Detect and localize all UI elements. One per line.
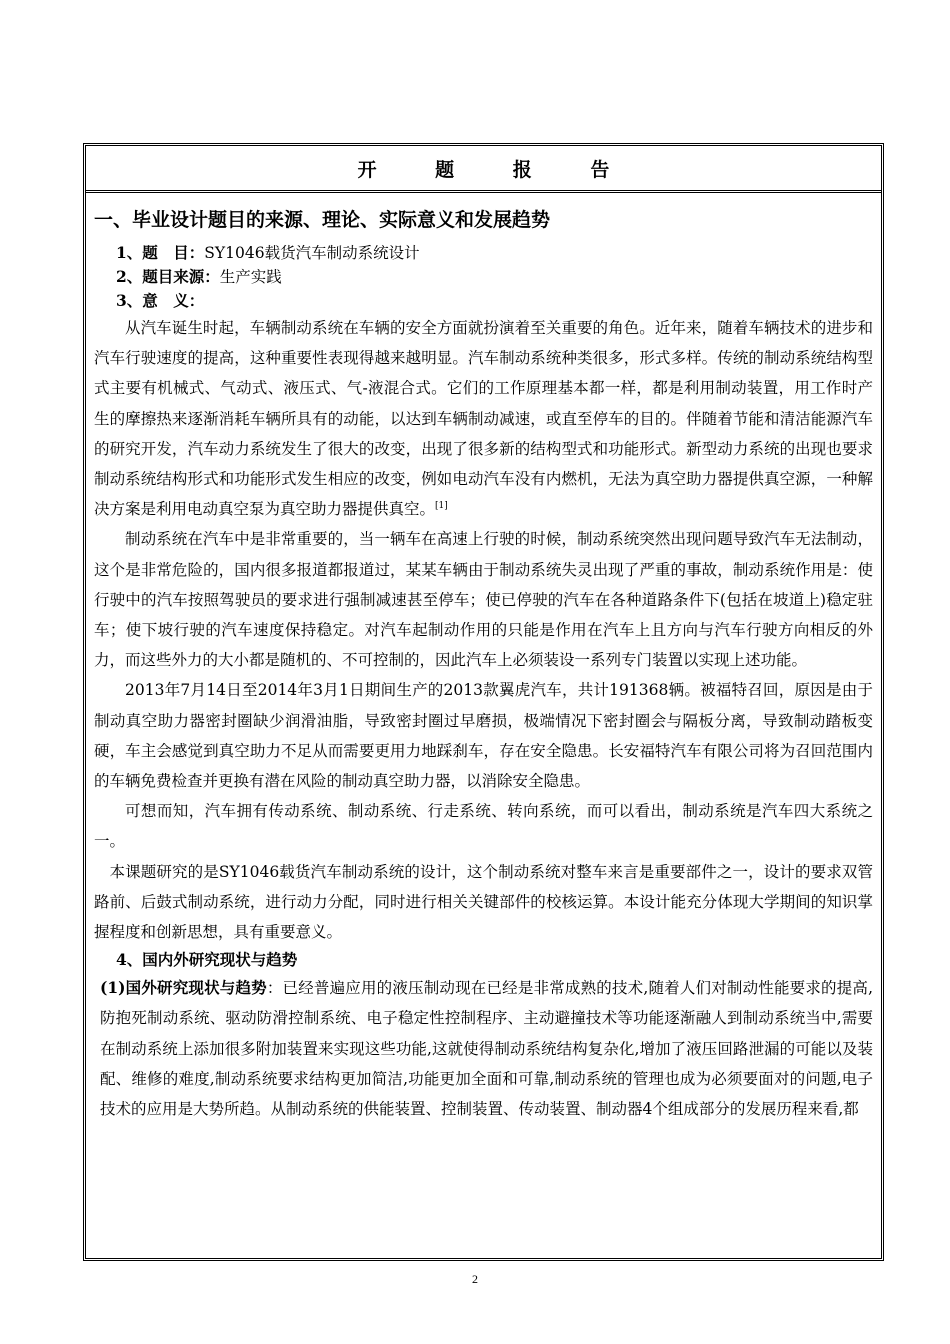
title-row xyxy=(86,146,881,193)
report-title: 开 题 报 告 xyxy=(357,158,636,181)
report-frame xyxy=(83,143,884,1261)
paragraph-6-label: (1)国外研究现状与趋势 xyxy=(100,978,267,998)
citation-1: [1] xyxy=(435,501,448,512)
source-label: 2、题目来源： xyxy=(116,267,220,286)
paragraph-6-text: ：已经普遍应用的液压制动现在已经是非常成熟的技术,随着人们对制动性能要求的提高,防抱死制动系统、驱动防滑控制系统、电子稳定性控制程序、主动避撞技术等功能逐渐融人到制动系统当中,需要在制动系统上添加很多附加装置来实现这些功能,这就使得制动系统结构复杂化,增加了液压回路泄漏的可能以及装配、维修的难度,制动系统要求结构更加简洁,功能更加全面和可靠,制动系统的管理也成为必须要面对的问题,电子技术的应用是大势所趋。从制动系统的供能装置、控制装置、传动装置、制动器4个组成部分的发展历程来看,都 xyxy=(100,979,873,1119)
paragraph-5: 本课题研究的是SY1046载货汽车制动系统的设计，这个制动系统对整车来言是重要部件之一，设计的要求双管路前、后鼓式制动系统，进行动力分配，同时进行相关关键部件的校核运算。本设计能充分体现大学期间的知识掌握程度和创新思想，具有重要意义。 xyxy=(94,862,873,942)
source-value: 生产实践 xyxy=(219,268,282,286)
meaning-label: 3、意 义： xyxy=(116,291,205,310)
topic-line xyxy=(94,241,873,265)
paragraph-1 xyxy=(94,313,873,524)
source-line xyxy=(94,265,873,289)
topic-value: SY1046载货汽车制动系统设计 xyxy=(204,244,420,262)
page-number: 2 xyxy=(472,1272,478,1286)
paragraph-3: 2013年7月14日至2014年3月1日期间生产的2013款翼虎汽车，共计191368辆。被福特召回，原因是由于制动真空助力器密封圈缺少润滑油脂，导致密封圈过早磨损，极端情况下密封圈会与隔板分离，导致制动踏板变硬，车主会感觉到真空助力不足从而需要更用力地踩刹车，存在安全隐患。长安福特汽车有限公司将为召回范围内的车辆免费检查并更换有潜在风险的制动真空助力器，以消除安全隐患。 xyxy=(94,681,873,791)
paragraph-6 xyxy=(94,973,873,1124)
paragraph-2: 制动系统在汽车中是非常重要的，当一辆车在高速上行驶的时候，制动系统突然出现问题导致汽车无法制动，这个是非常危险的，国内很多报道都报道过，某某车辆由于制动系统失灵出现了严重的事故，制动系统作用是：使行驶中的汽车按照驾驶员的要求进行强制减速甚至停车；使已停驶的汽车在各种道路条件下(包括在坡道上)稳定驻车；使下坡行驶的汽车速度保持稳定。对汽车起制动作用的只能是作用在汽车上且方向与汽车行驶方向相反的外力，而这些外力的大小都是随机的、不可控制的，因此汽车上必须装设一系列专门装置以实现上述功能。 xyxy=(94,530,873,670)
meaning-line xyxy=(94,289,873,313)
topic-label: 1、题 目： xyxy=(116,243,205,262)
section-heading: 一、毕业设计题目的来源、理论、实际意义和发展趋势 xyxy=(94,209,551,231)
report-content xyxy=(86,205,881,1124)
subsection-heading-4: 4、国内外研究现状与趋势 xyxy=(116,950,298,970)
paragraph-4: 可想而知，汽车拥有传动系统、制动系统、行走系统、转向系统，而可以看出，制动系统是汽车四大系统之一。 xyxy=(94,802,873,851)
paragraph-1-text: 从汽车诞生时起，车辆制动系统在车辆的安全方面就扮演着至关重要的角色。近年来，随着车辆技术的进步和汽车行驶速度的提高，这种重要性表现得越来越明显。汽车制动系统种类很多，形式多样。传统的制动系统结构型式主要有机械式、气动式、液压式、气-液混合式。它们的工作原理基本都一样，都是利用制动装置，用工作时产生的摩擦热来逐渐消耗车辆所具有的动能，以达到车辆制动减速，或直至停车的目的。伴随着节能和清洁能源汽车的研究开发，汽车动力系统发生了很大的改变，出现了很多新的结构型式和功能形式。新型动力系统的出现也要求制动系统结构形式和功能形式发生相应的改变，例如电动汽车没有内燃机，无法为真空助力器提供真空源，一种解决方案是利用电动真空泵为真空助力器提供真空。 xyxy=(94,319,873,519)
